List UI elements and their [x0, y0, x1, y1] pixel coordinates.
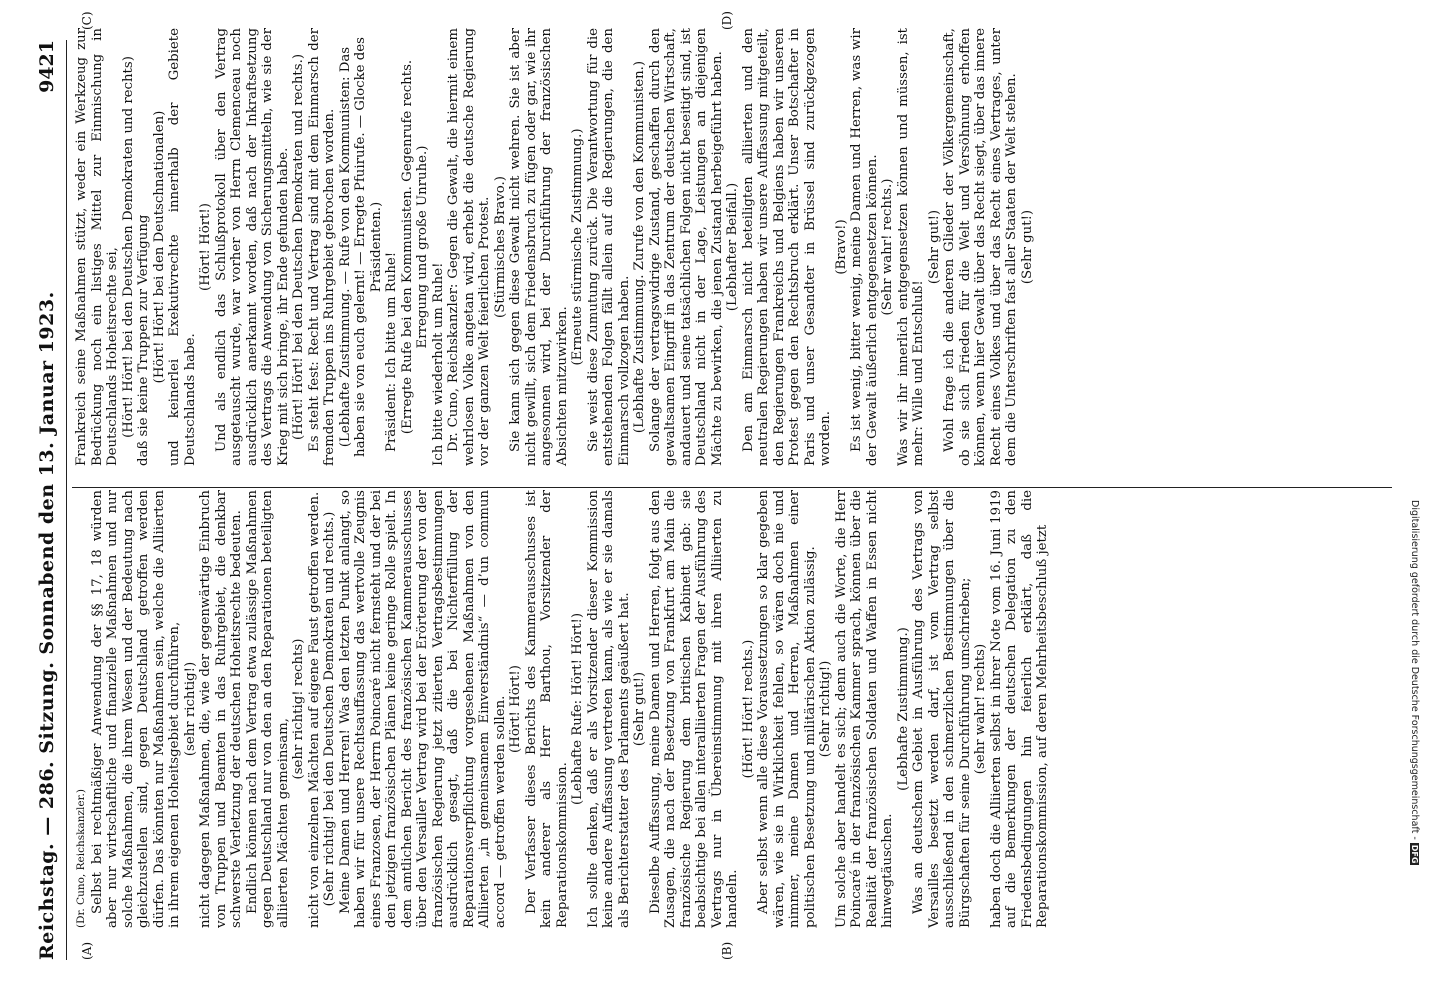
paragraph: Solange der vertragswidrige Zustand, geschaffen durch den gewaltsamen Eingriff in das Zentrum der deutschen Wirtschaft, andauert und seine tatsächlichen Folgen nicht beseitigt sind, ist Deutschland nicht in der Lage, Leistungen an diejenigen Mächte zu bewirken, die jenen Zustand herbeigeführt haben.	[647, 28, 725, 466]
paragraph: haben doch die Alliierten selbst in ihrer Note vom 16. Juni 1919 auf die Bemerkungen der deutschen Delegation zu den Friedensbedingungen hin feierlich erklärt, daß die Reparationskommission, auf deren Mehrheitsbeschluß jetzt	[988, 490, 1050, 928]
interjection: (Hört! Hört!)	[508, 665, 523, 753]
paragraph: Sie kann sich gegen diese Gewalt nicht wehren. Sie ist aber nicht gewillt, sich dem Friedensbruch zu fügen oder gar, wie ihr angesonnen wird, bei der Durchführung der französischen Absichten mitzuwirken.	[508, 28, 570, 466]
interjection: (Lebhafter Beifall.)	[725, 182, 740, 312]
speaker-note: (Dr. Cuno, Reichskanzler.)	[75, 789, 87, 928]
paragraph: Was an deutschem Gebiet in Ausführung des Vertrags von Versailles besetzt werden darf, ist vom Vertrag selbst ausschließend in den schmerzlichen Bestimmungen über die Bürgschaften für seine Durchführung umschrieben;	[911, 490, 973, 928]
paragraph: Präsident: Ich bitte um Ruhe!	[384, 251, 399, 452]
paragraph: Dr. Cuno, Reichskanzler: Gegen die Gewalt, die hiermit einem wehrlosen Volke angetan wird, erhebt die deutsche Regierung vor der ganzen Welt feierlichen Protest.	[446, 28, 492, 466]
paragraph: Um solche aber handelt es sich; denn auch die Worte, die Herr Poincaré in der französischen Kammer sprach, können über die Realität der französischen Soldaten und Waffen in Essen nicht hinwegtäuschen.	[833, 490, 895, 928]
credit-text: Digitalisierung gefördert durch die Deutsche Forschungsgemeinschaft -	[1409, 500, 1420, 840]
column-divider	[72, 487, 1392, 488]
dfg-credit	[1409, 500, 1420, 865]
interjection: (Bravo!)	[833, 219, 849, 275]
running-head: Reichstag. — 286. Sitzung. Sonnabend den 13. Januar 1923.	[36, 291, 58, 960]
paragraph: Frankreich seine Maßnahmen stützt, weder ein Werkzeug zur Bedrückung noch ein listiges Mittel zur Einmischung in Deutschlands Hoheitsrechte sei,	[74, 28, 120, 466]
interjection: (Stürmisches Bravo.)	[492, 176, 508, 318]
interjection: (Lebhafte Zustimmung.)	[895, 627, 911, 791]
paragraph: Wohl frage ich die anderen Glieder der Völkergemeinschaft, ob sie sich Frieden für die Welt und Versöhnung erhoffen können, wenn hier Gewalt über das Recht siegt, über das innere Recht eines Volkes und über das Recht eines Vertrages, unter dem die Unterschriften fast aller Staaten der Welt stehen.	[942, 28, 1019, 466]
margin-mark-c: (C)	[80, 11, 94, 30]
interjection: (sehr richtig!)	[182, 661, 198, 757]
interjection: (Hört! Hört! bei den Deutschen Demokraten und rechts.)	[291, 53, 306, 441]
page-header	[36, 40, 66, 960]
paragraph: Selbst bei rechtmäßiger Anwendung der §§ 17, 18 würden aber nur wirtschaftliche und finanzielle Maßnahmen und nur solche Maßnahmen, die ihrem Wesen und der Bedeutung nach gleichzustellen sind, gegen Deutschland getroffen werden dürfen. Das könnten nur Maßnahmen sein, welche die Alliierten in ihrem eigenen Hoheitsgebiet durchführen,	[89, 490, 182, 928]
paragraph: Was wir ihr innerlich entgegensetzen können und müssen, ist mehr: Wille und Entschluß!	[895, 28, 926, 466]
paragraph: Meine Damen und Herren! Was den letzten Punkt anlangt, so haben wir für unsere Rechtsauffassung das wertvolle Zeugnis eines Franzosen, der Herrn Poincaré nicht fernsteht und der bei den jetzigen französischen Plänen keine geringe Rolle spielt. In dem amtlichen Bericht des französischen Kammerausschusses über den Versailler Vertrag wird bei der Erörterung der von der französischen Regierung jetzt zitierten Vertragsbestimmungen ausdrücklich gesagt, daß die bei Nichterfüllung der Reparationsverpflichtung vorgesehenen Maßnahmen von den Alliierten „in gemeinsamem Einverständnis“ — d’un commun accord — getroffen werden sollen.	[337, 490, 508, 928]
interjection: (Lebhafte Zustimmung. — Rufe von den Kommunisten: Das haben sie von euch gelernt! — Erregte Pfuirufe. — Glocke des Präsidenten.)	[337, 37, 384, 457]
paragraph: Und als endlich das Schlußprotokoll über den Vertrag ausgetauscht wurde, war vorher von Herrn Clemenceau noch ausdrücklich anerkannt worden, daß nach der Inkraftsetzung des Vertrags die Anwendung von Sicherungsmitteln, wie sie der Krieg mit sich bringe, ihr Ende gefunden habe.	[213, 28, 291, 466]
right-column	[74, 28, 1035, 466]
interjection: (Hört! Hört! bei den Deutschnationalen)	[151, 110, 167, 384]
paragraph: Dieselbe Auffassung, meine Damen und Herren, folgt aus den Zusagen, die nach der Besetzung von Frankfurt am Main die französische Regierung dem britischen Kabinett gab: sie beabsichtige bei allen interalliierten Fragen der Ausführung des Vertrags nur in Übereinstimmung mit ihren Alliierten zu handeln.	[647, 490, 740, 928]
paragraph: Es ist wenig, bitter wenig, meine Damen und Herren, was wir der Gewalt äußerlich entgegensetzen können.	[849, 28, 880, 466]
interjection: (Erneute stürmische Zustimmung.)	[570, 128, 585, 366]
paragraph: und keinerlei Exekutivrechte innerhalb der Gebiete Deutschlands habe.	[167, 28, 198, 466]
interjection: (Sehr richtig! bei den Deutschen Demokraten und rechts.)	[322, 511, 337, 907]
paragraph: Der Verfasser dieses Berichts des Kammerausschusses ist kein anderer als Herr Barthou, Vorsitzender der Reparationskommission.	[523, 490, 570, 928]
margin-mark-d: (D)	[720, 11, 734, 30]
interjection: (sehr wahr! rechts)	[973, 643, 988, 775]
paragraph: Aber selbst wenn alle diese Voraussetzungen so klar gegeben wären, wie sie in Wirklichkeit fehlen, so wären doch nie und nimmer, meine Damen und Herren, Maßnahmen einer politischen Besetzung und militärischen Aktion zulässig.	[756, 490, 818, 928]
interjection: (Sehr gut!)	[1019, 209, 1035, 285]
paragraph: Sie weist diese Zumutung zurück. Die Verantwortung für die entstehenden Folgen fällt allein auf die Regierungen, die den Einmarsch vollzogen haben.	[585, 28, 632, 466]
left-column	[74, 490, 1051, 928]
paragraph: nicht von einzelnen Mächten auf eigene Faust getroffen werden.	[306, 491, 322, 928]
margin-mark-a: (A)	[80, 941, 94, 960]
dfg-logo: DFG	[1410, 844, 1419, 864]
interjection: (Hört! Hört!)	[198, 203, 213, 291]
interjection: (Sehr wahr! rechts.)	[880, 178, 895, 316]
paragraph: nicht dagegen Maßnahmen, die, wie der gegenwärtige Einbruch von Truppen und Beamten in das Ruhrgebiet, die denkbar schwerste Verletzung der deutschen Hoheitsrechte bedeuten.	[198, 490, 244, 928]
paragraph: daß sie keine Truppen zur Verfügung	[136, 214, 151, 466]
paragraph: Den am Einmarsch nicht beteiligten alliierten und den neutralen Regierungen haben wir unsere Auffassung mitgeteilt, den Regierungen Frankreichs und Belgiens haben wir unseren Protest gegen den Rechtsbruch erklärt. Unser Botschafter in Paris und unser Gesandter in Brüssel sind zurückgezogen worden.	[740, 28, 833, 466]
interjection: (Lebhafte Zustimmung. Zurufe von den Kommunisten.)	[632, 60, 647, 434]
interjection: (Hört! Hört! rechts.)	[740, 639, 756, 779]
paragraph: Endlich können nach dem Vertrag etwa zulässige Maßnahmen gegen Deutschland nur von den an den Reparationen beteiligten alliierten Mächten gemeinsam,	[244, 490, 291, 928]
paragraph: Ich sollte denken, daß er als Vorsitzender dieser Kommission keine andere Auffassung vertreten kann, als wie er sie damals als Berichterstatter des Parlaments geäußert hat.	[585, 490, 632, 928]
interjection: (Hört! Hört! bei den Deutschen Demokraten und rechts)	[120, 56, 136, 438]
interjection: (Sehr richtig!)	[818, 660, 833, 758]
interjection: (Erregte Rufe bei den Kommunisten. Gegenrufe rechts. Erregung und große Unruhe.)	[399, 59, 430, 435]
margin-mark-b: (B)	[720, 941, 734, 960]
interjection: (Sehr gut!)	[632, 671, 647, 747]
paragraph: Ich bitte wiederholt um Ruhe!	[430, 262, 446, 466]
paragraph: Es steht fest: Recht und Vertrag sind mit dem Einmarsch der fremden Truppen ins Ruhrgebiet gebrochen worden.	[306, 28, 337, 466]
page-number: 9421	[36, 40, 58, 93]
interjection: (Lebhafte Rufe: Hört! Hört!)	[570, 612, 585, 806]
interjection: (sehr richtig! rechts)	[291, 638, 306, 780]
interjection: (Sehr gut!)	[926, 209, 942, 285]
header-rule	[66, 40, 67, 960]
